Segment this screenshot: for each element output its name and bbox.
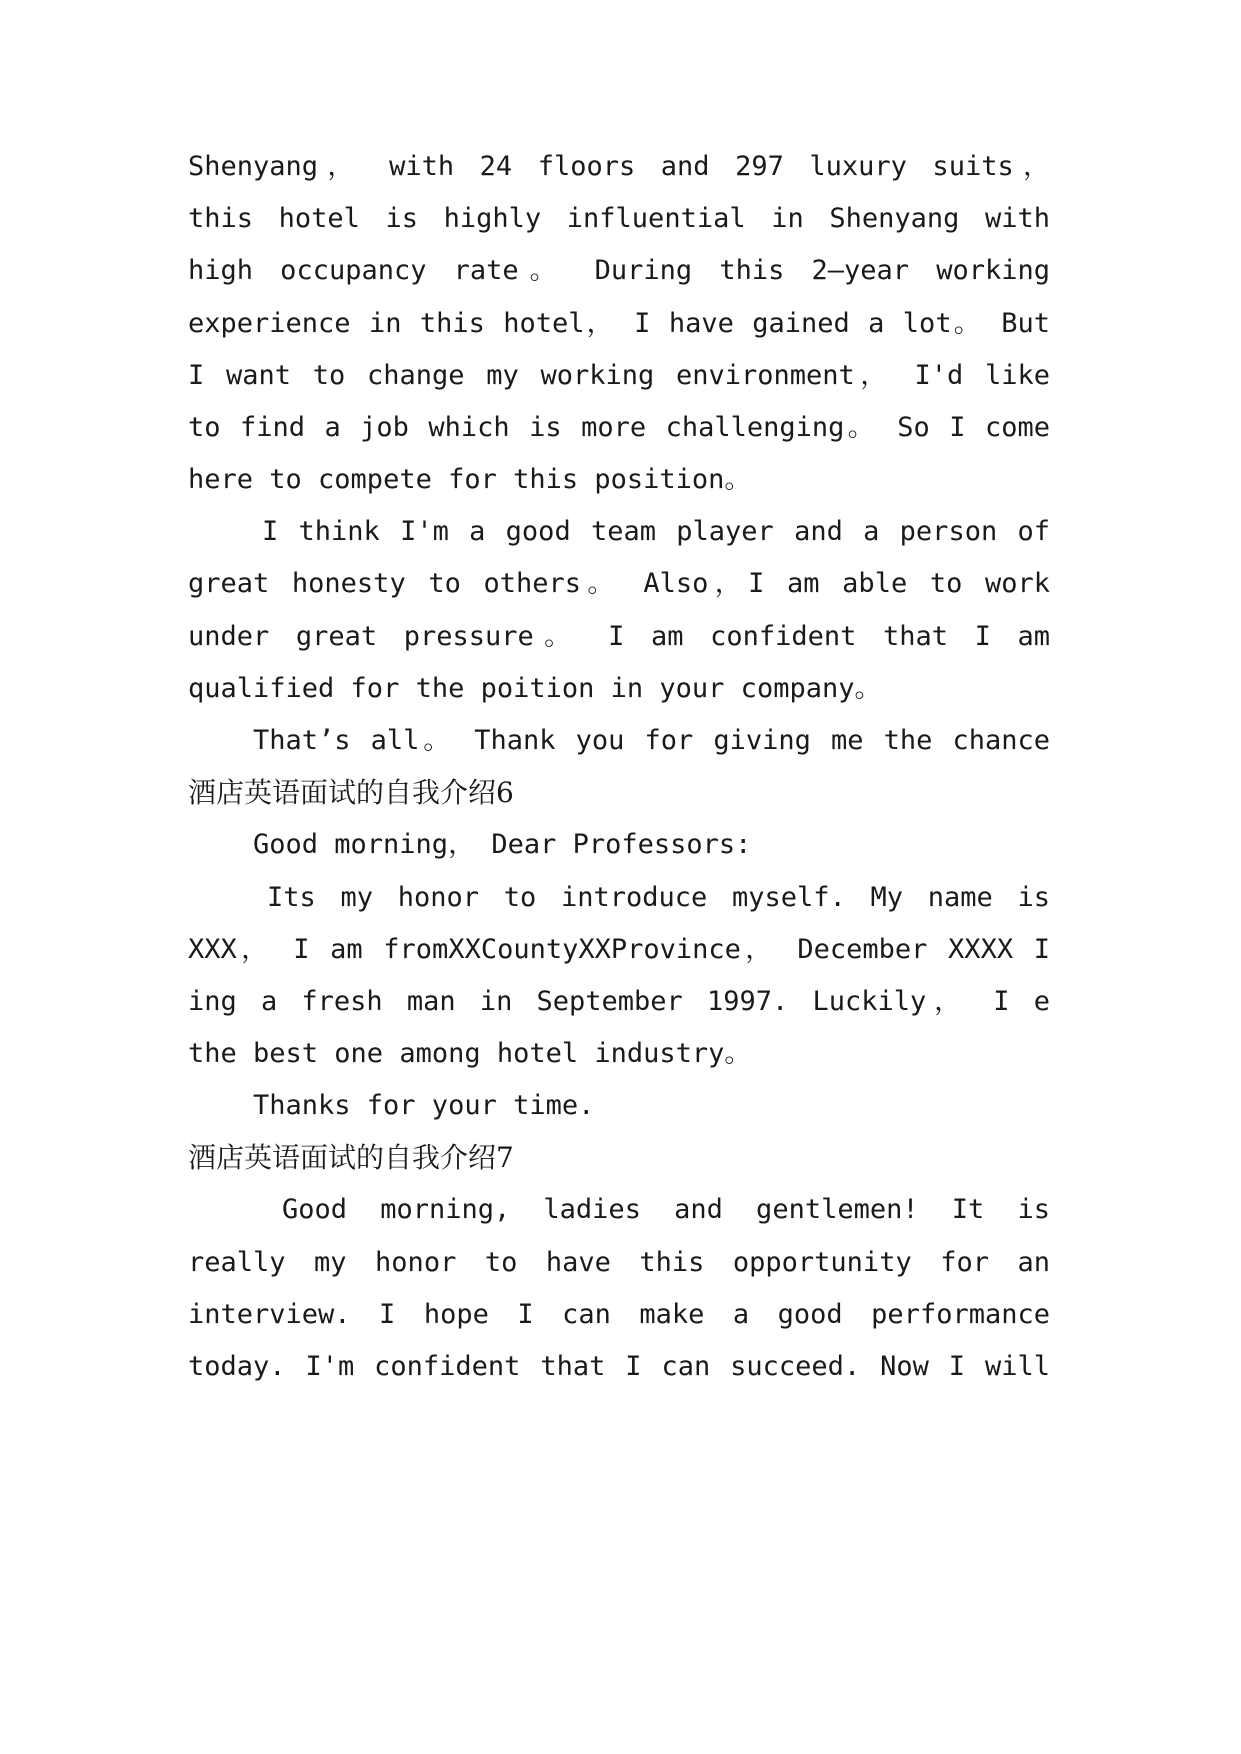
paragraph-first-line: I think I'm a good team player and a person of: [262, 516, 1050, 547]
closing-line: Thanks for your time.: [253, 1090, 595, 1121]
text-line: ing a fresh man in September 1997. Luckily， I e: [188, 986, 1050, 1017]
text-line: great honesty to others。 Also，I am able to work: [188, 568, 1050, 599]
paragraph-first-line: Its my honor to introduce myself. My name is: [267, 882, 1050, 913]
text-line: this hotel is highly influential in Shenyang with: [188, 203, 1050, 234]
text-line: to find a job which is more challenging。 So I come: [188, 412, 1050, 443]
text-line: here to compete for this position。: [188, 464, 752, 495]
text-line: today. I'm confident that I can succeed. Now I will: [188, 1351, 1050, 1382]
section-heading: 酒店英语面试的自我介绍6: [188, 776, 514, 809]
section-heading: 酒店英语面试的自我介绍7: [188, 1141, 514, 1174]
salutation: Good morning， Dear Professors:: [253, 829, 752, 860]
text-line: interview. I hope I can make a good performance: [188, 1299, 1050, 1330]
text-line: qualified for the poition in your company。: [188, 673, 882, 704]
text-line: really my honor to have this opportunity for an: [188, 1247, 1050, 1278]
text-line: Shenyang， with 24 floors and 297 luxury suits，: [188, 151, 1050, 182]
text-line: the best one among hotel industry。: [188, 1038, 752, 1069]
paragraph-first-line: That’s all。 Thank you for giving me the chance: [253, 725, 1050, 756]
text-line: high occupancy rate。 During this 2—year working: [188, 255, 1050, 286]
text-line: experience in this hotel， I have gained a lot。 But: [188, 308, 1050, 339]
paragraph-first-line: Good morning, ladies and gentlemen! It is: [282, 1194, 1050, 1225]
text-line: XXX， I am fromXXCountyXXProvince， December XXXX I: [188, 934, 1050, 965]
text-line: under great pressure。 I am confident that I am: [188, 621, 1050, 652]
text-line: I want to change my working environment， I'd like: [188, 360, 1050, 391]
